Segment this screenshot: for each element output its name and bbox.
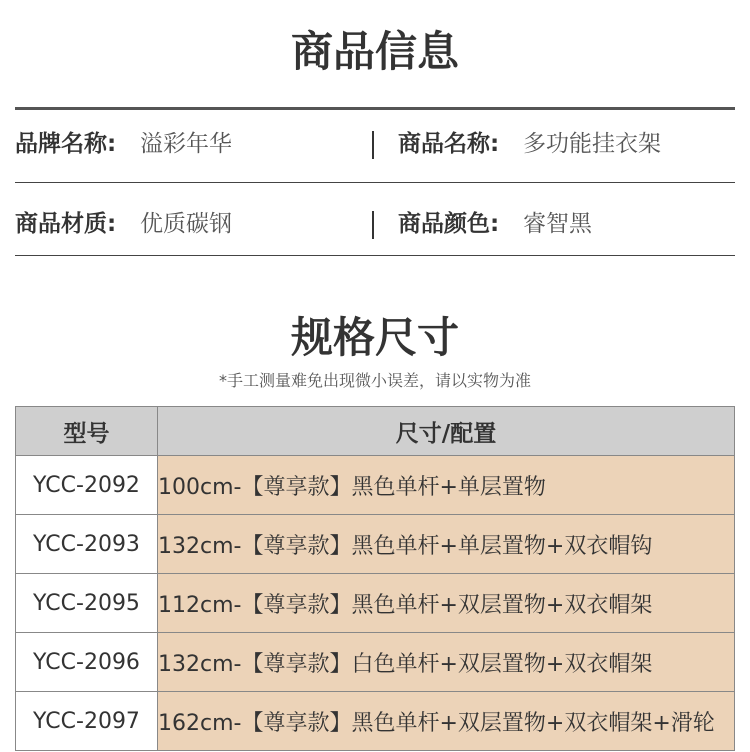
spec-table	[15, 406, 735, 751]
config-cell: 112cm-【尊享款】黑色单杆+双层置物+双衣帽架	[158, 574, 735, 633]
model-cell: YCC-2093	[16, 515, 158, 574]
info-divider	[15, 182, 735, 183]
measurement-note: *手工测量难免出现微小误差，请以实物为准	[218, 371, 531, 390]
config-cell: 162cm-【尊享款】黑色单杆+双层置物+双衣帽架+滑轮	[158, 692, 735, 751]
column-header-model: 型号	[16, 407, 158, 456]
info-separator	[372, 131, 374, 159]
material-label: 商品材质:	[15, 211, 117, 237]
table-header-row	[16, 407, 735, 456]
brand-value: 溢彩年华	[140, 131, 232, 157]
color-label: 商品颜色:	[398, 211, 500, 237]
info-separator	[372, 211, 374, 239]
model-cell: YCC-2095	[16, 574, 158, 633]
color-value: 睿智黑	[523, 211, 592, 237]
info-title: 商品信息	[290, 27, 459, 76]
material-value: 优质碳钢	[140, 211, 232, 237]
table-row	[16, 515, 735, 574]
spec-title: 规格尺寸	[290, 313, 459, 362]
info-row	[15, 204, 735, 244]
model-cell: YCC-2096	[16, 633, 158, 692]
info-row	[15, 124, 735, 164]
model-cell: YCC-2092	[16, 456, 158, 515]
brand-label: 品牌名称:	[15, 131, 117, 157]
product-name-label: 商品名称:	[398, 131, 500, 157]
column-header-config: 尺寸/配置	[158, 407, 735, 456]
config-cell: 132cm-【尊享款】白色单杆+双层置物+双衣帽架	[158, 633, 735, 692]
model-cell: YCC-2097	[16, 692, 158, 751]
product-name-value: 多功能挂衣架	[523, 131, 661, 157]
config-cell: 132cm-【尊享款】黑色单杆+单层置物+双衣帽钩	[158, 515, 735, 574]
table-row	[16, 633, 735, 692]
table-row	[16, 456, 735, 515]
info-divider	[15, 255, 735, 256]
info-divider-top	[15, 107, 735, 110]
table-row	[16, 692, 735, 751]
table-row	[16, 574, 735, 633]
config-cell: 100cm-【尊享款】黑色单杆+单层置物	[158, 456, 735, 515]
